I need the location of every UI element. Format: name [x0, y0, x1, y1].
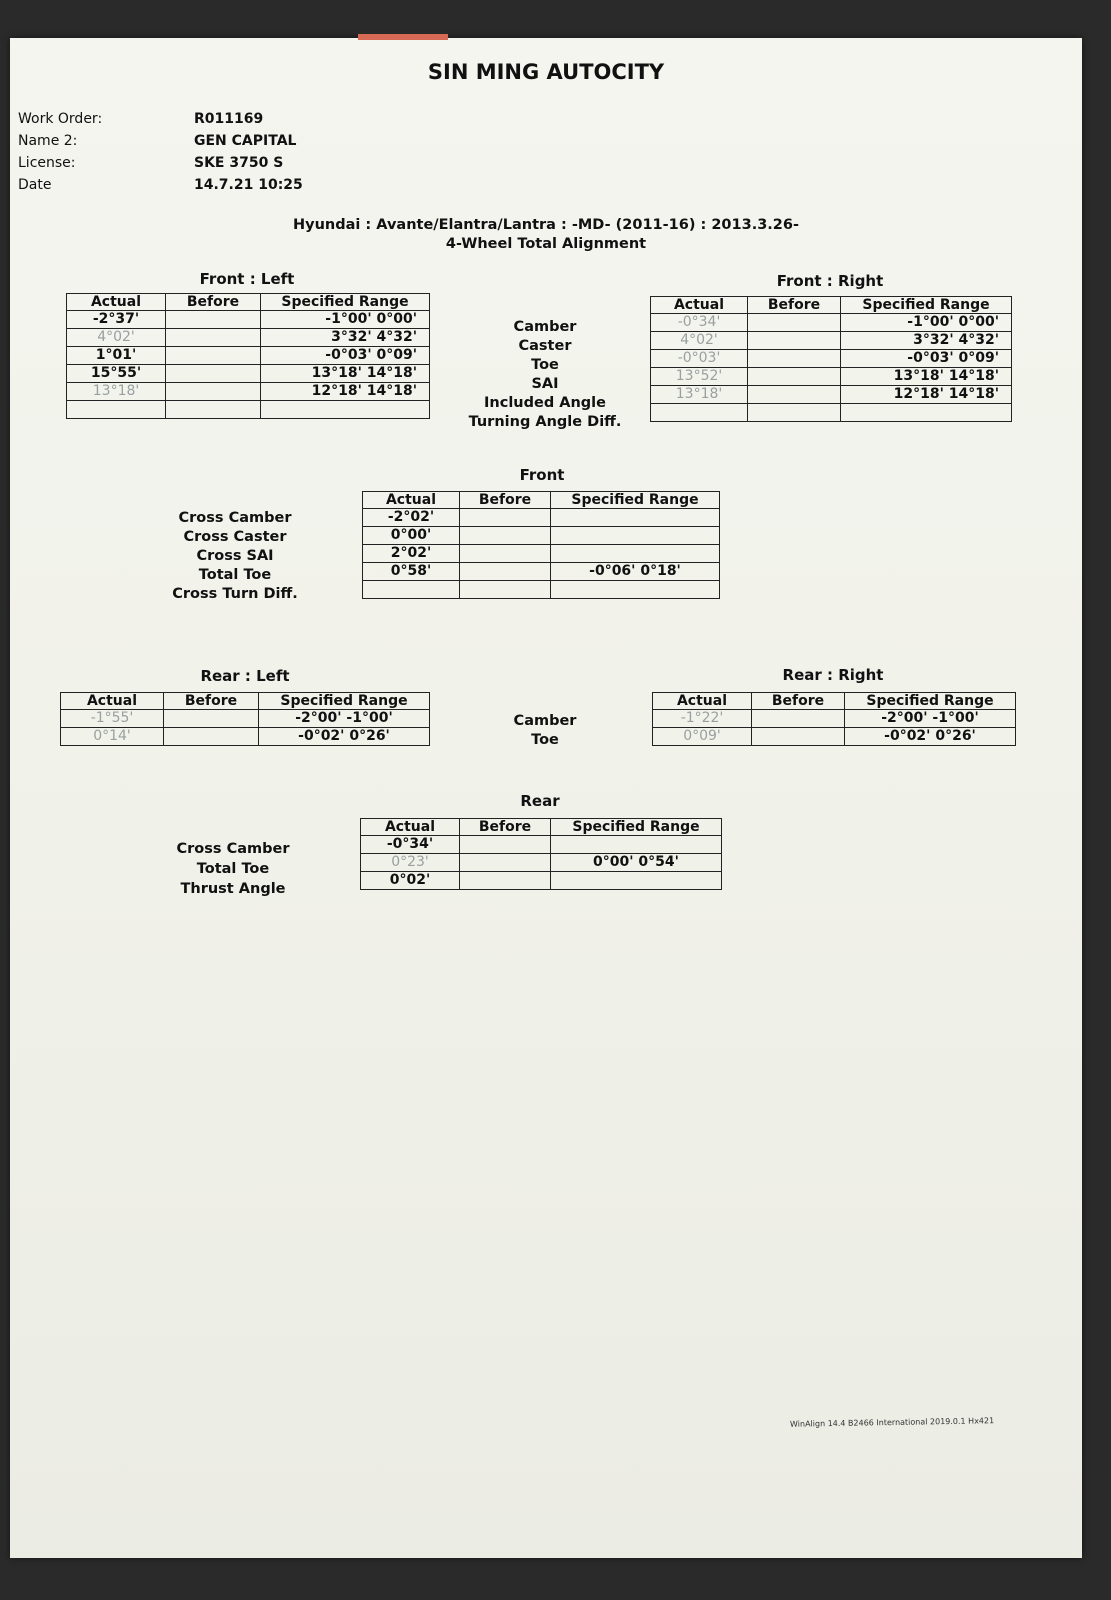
measure-label: Turning Angle Diff.: [468, 414, 622, 430]
info-value: SKE 3750 S: [194, 155, 284, 171]
front-right-title: Front : Right: [776, 272, 884, 290]
col-range: Specified Range: [551, 492, 720, 509]
range-cell: -0°02' 0°26': [845, 728, 1016, 746]
measure-label: Cross Camber: [176, 841, 290, 857]
table-header-row: [361, 819, 722, 836]
info-value: R011169: [194, 111, 264, 127]
measure-label: Total Toe: [198, 567, 272, 583]
info-value: GEN CAPITAL: [194, 133, 297, 149]
actual-cell: 0°58': [363, 563, 460, 581]
range-cell: 12°18' 14°18': [261, 383, 430, 401]
range-cell: -1°00' 0°00': [841, 314, 1012, 332]
table-row: [651, 368, 1012, 386]
table-row: [653, 710, 1016, 728]
col-range: Specified Range: [551, 819, 722, 836]
front-left-table: [66, 293, 430, 419]
range-cell: [841, 404, 1012, 422]
range-cell: [551, 872, 722, 890]
table-row: [363, 527, 720, 545]
range-cell: -2°00' -1°00': [845, 710, 1016, 728]
actual-cell: -0°03': [651, 350, 748, 368]
col-actual: Actual: [653, 693, 752, 710]
order-info: [18, 108, 303, 196]
actual-cell: -1°22': [653, 710, 752, 728]
table-row: [361, 836, 722, 854]
col-before: Before: [166, 294, 261, 311]
actual-cell: 1°01': [67, 347, 166, 365]
actual-cell: 13°18': [67, 383, 166, 401]
measure-label: Cross Caster: [183, 529, 287, 545]
before-cell: [166, 365, 261, 383]
before-cell: [164, 728, 259, 746]
before-cell: [164, 710, 259, 728]
before-cell: [460, 563, 551, 581]
actual-cell: [651, 404, 748, 422]
range-cell: -0°03' 0°09': [841, 350, 1012, 368]
table-header-row: [363, 492, 720, 509]
info-label: Work Order:: [18, 111, 103, 127]
col-actual: Actual: [67, 294, 166, 311]
table-row: [361, 854, 722, 872]
measure-label: Camber: [513, 713, 577, 729]
measure-label: Cross Camber: [178, 510, 292, 526]
before-cell: [460, 854, 551, 872]
measure-label: Cross Turn Diff.: [172, 586, 298, 602]
rear-cross-title: Rear: [520, 792, 560, 810]
col-range: Specified Range: [259, 693, 430, 710]
col-before: Before: [460, 819, 551, 836]
before-cell: [748, 404, 841, 422]
actual-cell: 4°02': [651, 332, 748, 350]
front-measure-labels: [440, 318, 650, 432]
table-row: [363, 509, 720, 527]
range-cell: -0°03' 0°09': [261, 347, 430, 365]
range-cell: -2°00' -1°00': [259, 710, 430, 728]
measure-label: Included Angle: [484, 395, 606, 411]
actual-cell: 13°52': [651, 368, 748, 386]
col-before: Before: [460, 492, 551, 509]
before-cell: [166, 383, 261, 401]
actual-cell: -0°34': [651, 314, 748, 332]
actual-cell: 13°18': [651, 386, 748, 404]
range-cell: -0°06' 0°18': [551, 563, 720, 581]
rear-cross-table: [360, 818, 722, 890]
table-row: [651, 404, 1012, 422]
table-row: [67, 329, 430, 347]
range-cell: [551, 509, 720, 527]
before-cell: [166, 329, 261, 347]
info-label: License:: [18, 155, 76, 171]
measure-label: SAI: [531, 376, 559, 392]
table-row: [67, 383, 430, 401]
table-row: [361, 872, 722, 890]
before-cell: [460, 836, 551, 854]
before-cell: [166, 347, 261, 365]
range-cell: 0°00' 0°54': [551, 854, 722, 872]
paper-edge-mark: [358, 34, 448, 40]
printout-page: [10, 38, 1082, 1558]
before-cell: [748, 386, 841, 404]
software-footer: WinAlign 14.4 B2466 International 2019.0.1 Hx421: [789, 1416, 995, 1429]
front-left-title: Front : Left: [199, 270, 295, 288]
measure-label: Thrust Angle: [180, 881, 286, 897]
col-actual: Actual: [361, 819, 460, 836]
table-row: [363, 581, 720, 599]
actual-cell: 0°14': [61, 728, 164, 746]
actual-cell: -2°37': [67, 311, 166, 329]
col-before: Before: [164, 693, 259, 710]
col-range: Specified Range: [261, 294, 430, 311]
col-actual: Actual: [61, 693, 164, 710]
measure-label: Total Toe: [196, 861, 270, 877]
rear-left-table: [60, 692, 430, 746]
actual-cell: -1°55': [61, 710, 164, 728]
actual-cell: 4°02': [67, 329, 166, 347]
before-cell: [748, 350, 841, 368]
actual-cell: 0°09': [653, 728, 752, 746]
alignment-type: 4-Wheel Total Alignment: [445, 236, 647, 252]
measure-label: Toe: [531, 357, 559, 373]
table-row: [67, 365, 430, 383]
range-cell: 3°32' 4°32': [841, 332, 1012, 350]
vehicle-spec: [10, 216, 1082, 254]
info-label: Name 2:: [18, 133, 78, 149]
rear-measure-labels: [440, 712, 650, 750]
range-cell: -1°00' 0°00': [261, 311, 430, 329]
before-cell: [752, 710, 845, 728]
info-row-license: [18, 152, 303, 174]
range-cell: [551, 527, 720, 545]
before-cell: [460, 509, 551, 527]
table-row: [651, 332, 1012, 350]
table-row: [651, 314, 1012, 332]
actual-cell: 2°02': [363, 545, 460, 563]
table-header-row: [651, 297, 1012, 314]
before-cell: [166, 311, 261, 329]
measure-label: Caster: [518, 338, 572, 354]
before-cell: [460, 872, 551, 890]
table-row: [363, 545, 720, 563]
front-right-table: [650, 296, 1012, 422]
front-cross-table: [362, 491, 720, 599]
actual-cell: -2°02': [363, 509, 460, 527]
col-actual: Actual: [651, 297, 748, 314]
shop-title: SIN MING AUTOCITY: [427, 60, 665, 84]
actual-cell: 15°55': [67, 365, 166, 383]
front-cross-title: Front: [519, 466, 565, 484]
before-cell: [748, 368, 841, 386]
before-cell: [748, 314, 841, 332]
range-cell: [261, 401, 430, 419]
before-cell: [460, 527, 551, 545]
actual-cell: -0°34': [361, 836, 460, 854]
info-value: 14.7.21 10:25: [194, 177, 303, 193]
range-cell: 12°18' 14°18': [841, 386, 1012, 404]
measure-label: Toe: [531, 732, 559, 748]
actual-cell: [363, 581, 460, 599]
rear-left-title: Rear : Left: [200, 667, 290, 685]
rear-cross-labels: [148, 839, 318, 899]
range-cell: 13°18' 14°18': [841, 368, 1012, 386]
range-cell: -0°02' 0°26': [259, 728, 430, 746]
table-row: [651, 350, 1012, 368]
actual-cell: [67, 401, 166, 419]
col-before: Before: [748, 297, 841, 314]
table-row: [67, 311, 430, 329]
col-before: Before: [752, 693, 845, 710]
before-cell: [748, 332, 841, 350]
table-row: [363, 563, 720, 581]
table-row: [67, 347, 430, 365]
col-actual: Actual: [363, 492, 460, 509]
measure-label: Cross SAI: [196, 548, 274, 564]
range-cell: [551, 545, 720, 563]
col-range: Specified Range: [845, 693, 1016, 710]
table-header-row: [67, 294, 430, 311]
range-cell: 13°18' 14°18': [261, 365, 430, 383]
vehicle-model: Hyundai : Avante/Elantra/Lantra : -MD- (2011-16) : 2013.3.26-: [292, 217, 800, 233]
measure-label: Camber: [513, 319, 577, 335]
table-row: [61, 710, 430, 728]
info-row-date: [18, 174, 303, 196]
rear-right-title: Rear : Right: [782, 666, 884, 684]
actual-cell: 0°23': [361, 854, 460, 872]
info-row-name: [18, 130, 303, 152]
front-cross-labels: [150, 509, 320, 604]
table-row: [651, 386, 1012, 404]
actual-cell: 0°00': [363, 527, 460, 545]
table-row: [67, 401, 430, 419]
table-header-row: [653, 693, 1016, 710]
table-row: [653, 728, 1016, 746]
col-range: Specified Range: [841, 297, 1012, 314]
info-row-work-order: [18, 108, 303, 130]
range-cell: [551, 836, 722, 854]
before-cell: [752, 728, 845, 746]
rear-right-table: [652, 692, 1016, 746]
before-cell: [460, 581, 551, 599]
info-label: Date: [18, 177, 52, 193]
range-cell: [551, 581, 720, 599]
range-cell: 3°32' 4°32': [261, 329, 430, 347]
table-header-row: [61, 693, 430, 710]
before-cell: [460, 545, 551, 563]
table-row: [61, 728, 430, 746]
before-cell: [166, 401, 261, 419]
actual-cell: 0°02': [361, 872, 460, 890]
